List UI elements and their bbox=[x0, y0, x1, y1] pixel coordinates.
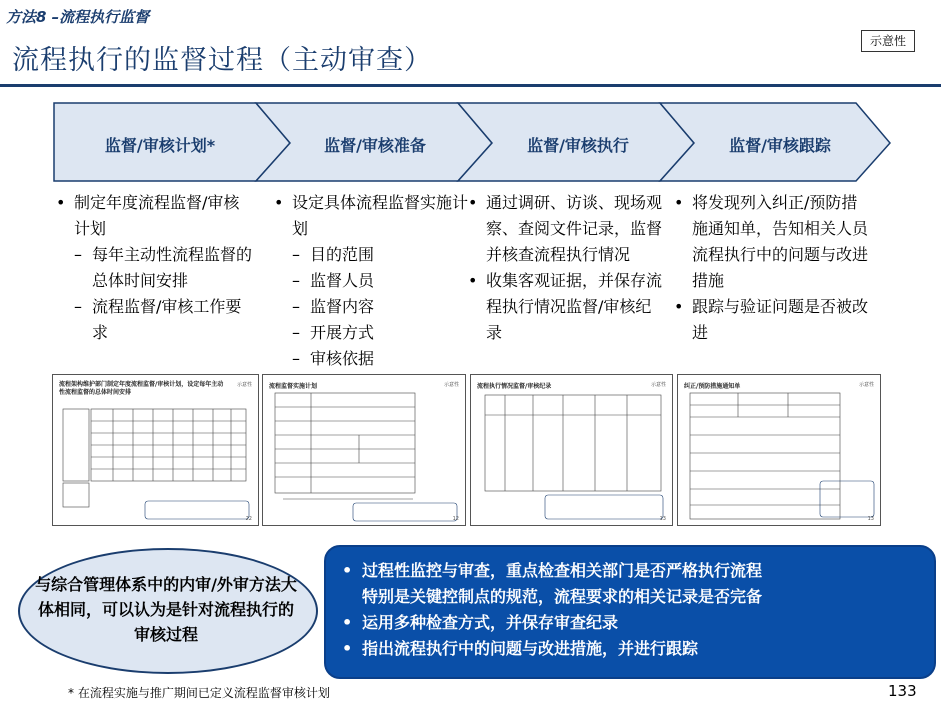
summary-item: • 过程性监控与审查，重点检查相关部门是否严格执行流程 bbox=[342, 558, 922, 584]
column-bullet: • 制定年度流程监督/审核计划 bbox=[56, 190, 252, 242]
summary-item-continuation: 特别是关键控制点的规范，流程要求的相关记录是否完备 bbox=[362, 587, 763, 606]
column-subitem: – 审核依据 bbox=[274, 346, 470, 372]
thumbnail-form-graphic bbox=[53, 375, 258, 525]
thumbnail-page: 13 bbox=[659, 516, 666, 522]
summary-item: • 运用多种检查方式，并保存审查纪录 bbox=[342, 610, 922, 636]
process-chevrons bbox=[0, 0, 941, 190]
column-subitem: – 流程监督/审核工作要求 bbox=[56, 294, 252, 346]
step-label-track: 监督/审核跟踪 bbox=[729, 136, 831, 155]
illustrative-tag: 示意性 bbox=[861, 30, 915, 52]
thumbnail-form-graphic bbox=[471, 375, 672, 525]
thumbnail-page: 13 bbox=[867, 516, 874, 522]
thumbnail-title: 流程执行情况监督/审核纪录 bbox=[477, 383, 552, 390]
thumbnail-title: 流程监督实施计划 bbox=[269, 383, 318, 390]
step-label-execute: 监督/审核执行 bbox=[527, 136, 629, 155]
column-bullet: • 通过调研、访谈、现场观察、查阅文件记录，监督并核查流程执行情况 bbox=[468, 190, 664, 268]
step-column-track bbox=[674, 190, 870, 346]
step-column-prepare bbox=[274, 190, 470, 372]
thumbnail-tag: 示意性 bbox=[236, 382, 252, 388]
column-subitem: – 开展方式 bbox=[274, 320, 470, 346]
column-bullet: • 收集客观证据，并保存流程执行情况监督/审核纪录 bbox=[468, 268, 664, 346]
column-subitem: – 目的范围 bbox=[274, 242, 470, 268]
thumbnail-form-graphic bbox=[263, 375, 465, 525]
thumbnail-title: 流程架构维护部门制定年度流程监督/审核计划，设定每年主动性流程监督的总体时间安排 bbox=[59, 381, 224, 396]
thumbnail-page: 12 bbox=[452, 516, 459, 522]
column-subitem: – 监督内容 bbox=[274, 294, 470, 320]
thumbnail-tag: 示意性 bbox=[443, 382, 459, 388]
footnote: * 在流程实施与推广期间已定义流程监督审核计划 bbox=[68, 686, 330, 700]
column-bullet: • 跟踪与验证问题是否被改进 bbox=[674, 294, 870, 346]
page-title: 流程执行的监督过程（主动审查） bbox=[12, 45, 432, 76]
column-subitem: – 监督人员 bbox=[274, 268, 470, 294]
thumbnail-tag: 示意性 bbox=[858, 382, 874, 388]
summary-list bbox=[342, 558, 922, 662]
thumbnail-implementation-plan bbox=[262, 374, 466, 526]
thumbnail-form-graphic bbox=[678, 375, 880, 525]
summary-item: • 指出流程执行中的问题与改进措施，并进行跟踪 bbox=[342, 636, 922, 662]
thumbnail-title: 纠正/预防措施通知单 bbox=[684, 383, 741, 390]
thumbnail-page: 22 bbox=[245, 516, 252, 522]
column-subitem: – 每年主动性流程监督的总体时间安排 bbox=[56, 242, 252, 294]
step-column-execute bbox=[468, 190, 664, 346]
thumbnail-audit-plan bbox=[52, 374, 259, 526]
thumbnail-tag: 示意性 bbox=[650, 382, 666, 388]
column-bullet: • 设定具体流程监督实施计划 bbox=[274, 190, 470, 242]
section-label: 方法8 –流程执行监督 bbox=[6, 8, 150, 26]
page-number: 133 bbox=[888, 682, 917, 700]
thumbnail-corrective-notice bbox=[677, 374, 881, 526]
comparison-text: 与综合管理体系中的内审/外审方法大体相同，可以认为是针对流程执行的审核过程 bbox=[35, 575, 297, 644]
column-bullet: • 将发现列入纠正/预防措施通知单，告知相关人员流程执行中的问题与改进措施 bbox=[674, 190, 870, 294]
thumbnail-audit-record bbox=[470, 374, 673, 526]
step-column-plan bbox=[56, 190, 252, 346]
step-label-prepare: 监督/审核准备 bbox=[324, 136, 426, 155]
step-label-plan: 监督/审核计划* bbox=[104, 136, 216, 155]
